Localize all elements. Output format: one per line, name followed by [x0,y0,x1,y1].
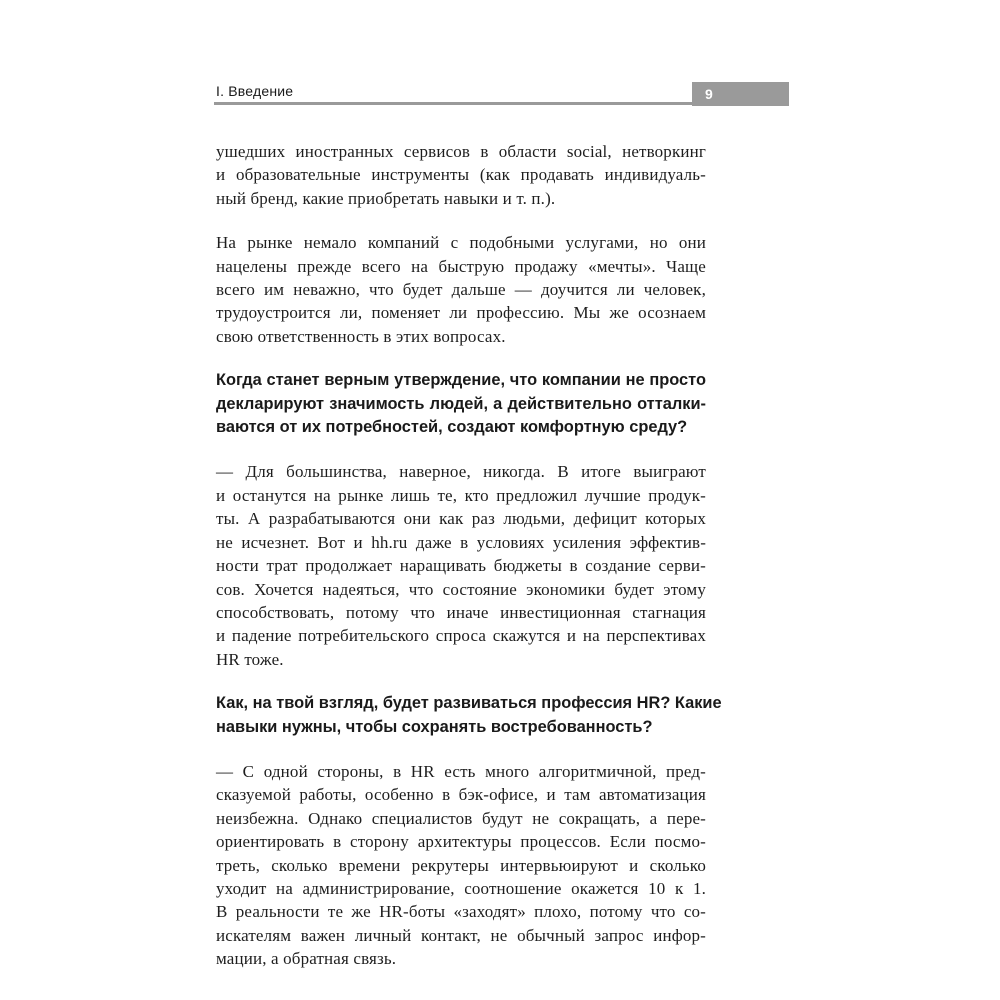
text-line: навыки нужны, чтобы сохранять востребованность? [216,717,653,736]
text-line: и останутся на рынке лишь те, кто предложил лучшие продук- [216,485,706,505]
text-line: и падение потребительского спроса скажутся и на перспективах [216,626,706,646]
paragraph [216,760,706,971]
text-line: способствовать, потому что иначе инвестиционная стагнация [216,602,706,622]
text-line: искателям важен личный контакт, не обычный запрос инфор- [216,925,706,945]
text-line: Когда станет верным утверждение, что компании не просто [216,371,706,390]
paragraph [216,460,706,671]
text-line: не исчезнет. Вот и hh.ru даже в условиях усиления эффектив- [216,532,706,552]
text-line: всего им неважно, что будет дальше — доучится ли человек, [216,280,706,300]
text-line: сов. Хочется надеяться, что состояние экономики будет этому [216,579,706,599]
text-line: мации, а обратная связь. [216,949,397,969]
interview-question [216,692,722,739]
body-text [216,140,722,992]
chapter-title: I. Введение [216,83,294,99]
header-rule [214,102,694,105]
text-line: — Для большинства, наверное, никогда. В итоге выиграют [216,462,706,482]
text-line: ориентировать в сторону архитектуры процессов. Если посмо- [216,832,706,852]
text-line: нацелены прежде всего на быструю продажу «мечты». Чаще [216,256,706,276]
text-line: ности трат продолжает наращивать бюджеты в создание серви- [216,556,706,576]
interview-question [216,369,706,439]
text-line: трудоустроится ли, поменяет ли профессию. Мы же осознаем [216,303,706,323]
text-line: — С одной стороны, в HR есть много алгоритмичной, пред- [216,761,706,781]
text-line: уходит на администрирование, соотношение окажется 10 к 1. [216,878,706,898]
text-line: ный бренд, какие приобретать навыки и т. п.). [216,188,556,208]
running-header [214,82,789,106]
text-line: декларируют значимость людей, а действительно отталки- [216,394,706,413]
text-line: ты. А разрабатываются они как раз людьми, дефицит которых [216,509,706,529]
text-line: ваются от их потребностей, создают комфортную среду? [216,418,688,437]
page-number-tab [692,82,789,106]
text-line: В реальности те же HR-боты «заходят» плохо, потому что со- [216,902,706,922]
text-line: Как, на твой взгляд, будет развиваться профессия HR? Какие [216,694,722,713]
paragraph [216,140,706,210]
text-line: неизбежна. Однако специалистов будут не сокращать, а пере- [216,808,706,828]
text-line: На рынке немало компаний с подобными услугами, но они [216,233,706,253]
paragraph [216,231,706,348]
page-number: 9 [705,86,713,102]
text-line: свою ответственность в этих вопросах. [216,326,506,346]
text-line: сказуемой работы, особенно в бэк-офисе, и там автоматизация [216,785,706,805]
text-line: HR тоже. [216,649,284,669]
text-line: и образовательные инструменты (как продавать индивидуаль- [216,165,706,185]
text-line: ушедших иностранных сервисов в области social, нетворкинг [216,142,706,161]
text-line: треть, сколько времени рекрутеры интервьюируют и сколько [216,855,706,875]
